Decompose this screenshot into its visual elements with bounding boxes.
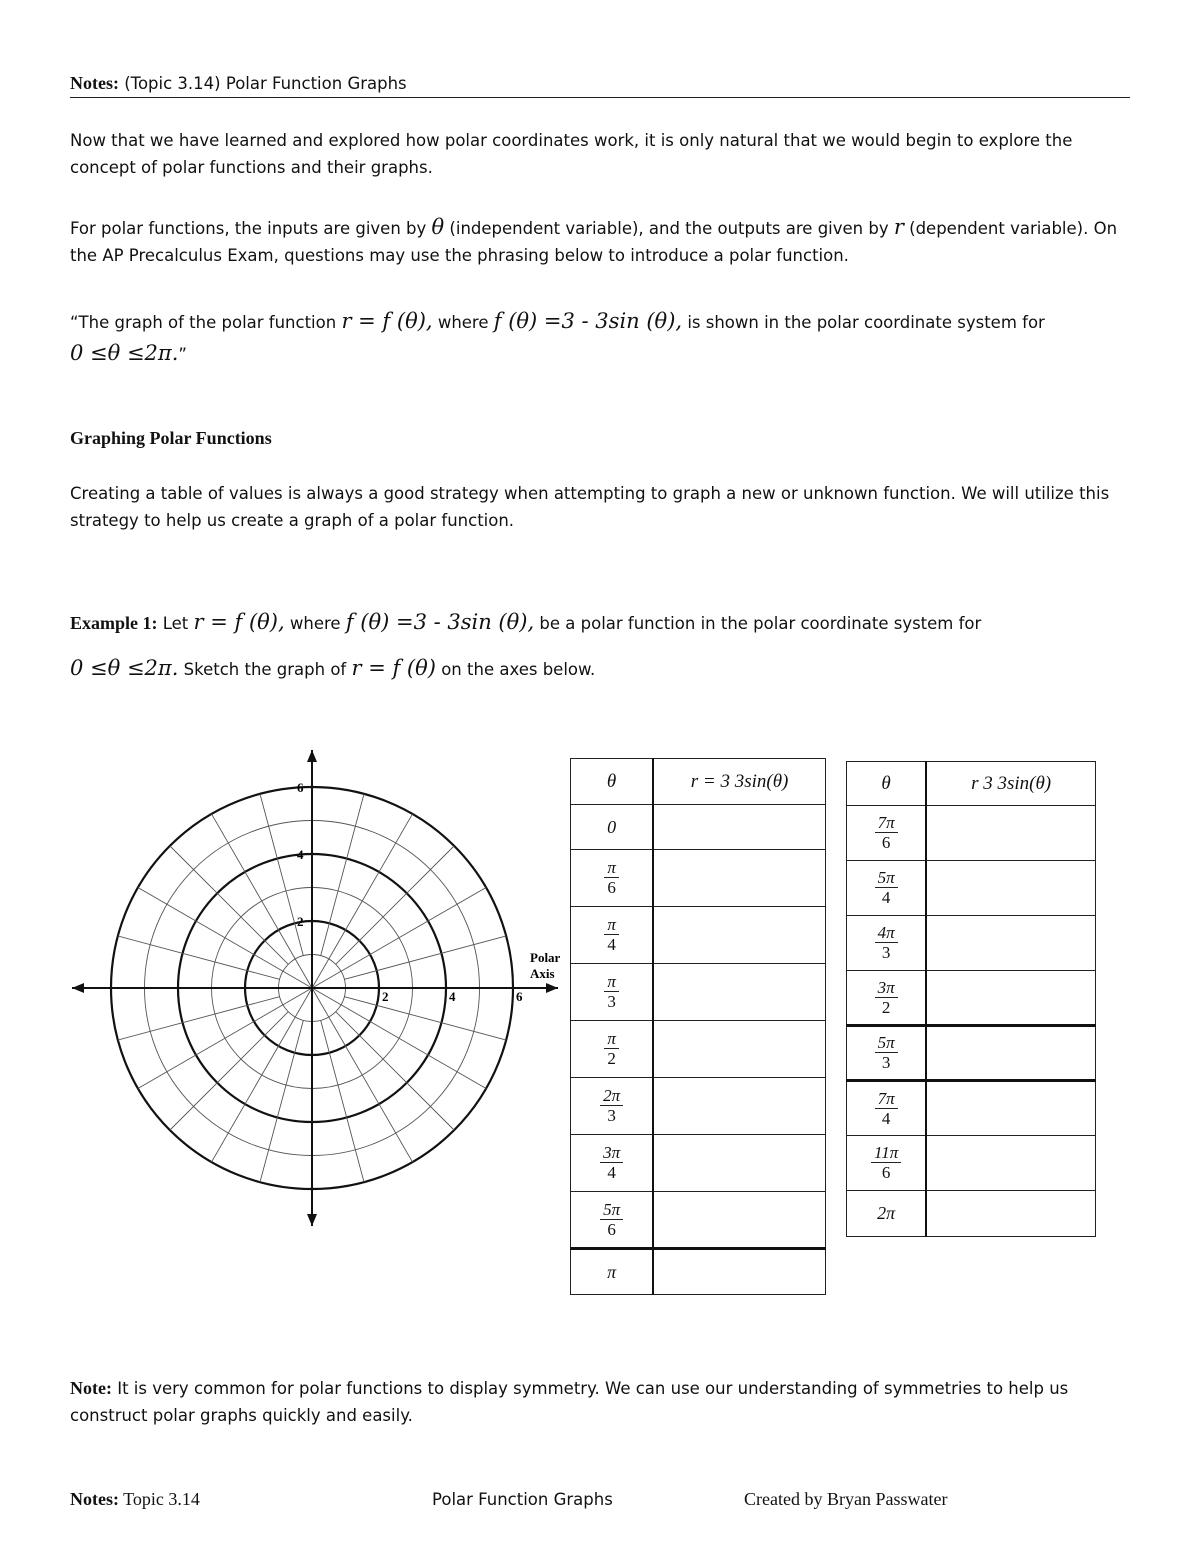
theta-cell: $\frac{3\pi}{2}$ <box>847 971 927 1026</box>
values-table-1 <box>570 758 826 1295</box>
polar-spoke-105 <box>260 794 303 956</box>
r-symbol: r <box>893 215 904 239</box>
polar-axis-label-2: Axis <box>530 966 555 981</box>
r-value-cell[interactable] <box>653 1078 825 1135</box>
theta-cell: $\frac{7\pi}{6}$ <box>847 806 927 861</box>
polar-spoke-300 <box>312 988 413 1162</box>
polar-spoke-45 <box>336 846 454 964</box>
table-row <box>847 916 1096 971</box>
theta-cell: $\frac{11\pi}{6}$ <box>847 1136 927 1191</box>
polar-spoke-120 <box>212 814 313 988</box>
theta-cell: $\frac{5\pi}{3}$ <box>847 1026 927 1081</box>
polar-spoke-210 <box>138 988 312 1089</box>
theta-cell: $\frac{\pi}{3}$ <box>571 964 654 1021</box>
polar-spoke-345 <box>344 997 506 1040</box>
intro-paragraph: Now that we have learned and explored how polar coordinates work, it is only natural that we would begin to explore the concept of polar functions and their graphs. <box>70 131 1073 177</box>
inputs-paragraph: For polar functions, the inputs are given by θ (independent variable), and the outputs are given by r (dependent variable). On the AP Precalculus Exam, questions may use the phrasing below to introduce a polar function. <box>70 215 1118 265</box>
table-row <box>571 805 826 850</box>
polar-spoke-255 <box>260 1020 303 1182</box>
tick-label-y-6: 6 <box>297 780 304 795</box>
right-arrow <box>546 983 558 993</box>
table-row <box>571 1021 826 1078</box>
footer-topic: Notes: Topic 3.14 <box>70 1489 200 1509</box>
r-value-cell[interactable] <box>926 861 1095 916</box>
theta-cell: $\frac{2\pi}{3}$ <box>571 1078 654 1135</box>
theta-symbol: θ <box>431 215 445 239</box>
header-divider <box>70 97 1130 98</box>
tick-label-x-6: 6 <box>516 989 523 1004</box>
notes-label: Notes: <box>70 73 119 93</box>
theta-cell: $\frac{\pi}{6}$ <box>571 850 654 907</box>
table-row <box>571 1135 826 1192</box>
table-row <box>847 1136 1096 1191</box>
theta-cell: π <box>571 1249 654 1295</box>
table-row <box>847 1026 1096 1081</box>
polar-spoke-195 <box>118 997 280 1040</box>
footer-title: Polar Function Graphs <box>432 1490 613 1509</box>
table2-header-1: r 3 3sin(θ) <box>926 762 1095 806</box>
header-title: (Topic 3.14) Polar Function Graphs <box>118 74 407 93</box>
polar-spoke-285 <box>321 1020 364 1182</box>
r-value-cell[interactable] <box>926 971 1095 1026</box>
polar-spoke-240 <box>212 988 313 1162</box>
table-row <box>571 1249 826 1295</box>
r-value-cell[interactable] <box>926 1026 1095 1081</box>
polar-axis-label-1: Polar <box>530 950 561 965</box>
polar-spoke-165 <box>118 936 280 979</box>
theta-cell: $\frac{5\pi}{4}$ <box>847 861 927 916</box>
table2-header-0: θ <box>847 762 927 806</box>
symmetry-note: Note: It is very common for polar functions to display symmetry. We can use our understanding of symmetries to help us construct polar graphs quickly and easily. <box>70 1378 1069 1425</box>
tick-label-x-2: 2 <box>382 989 389 1004</box>
table1-header-1: r = 3 3sin(θ) <box>653 759 825 805</box>
r-value-cell[interactable] <box>653 1135 825 1192</box>
tick-label-y-4: 4 <box>297 847 304 862</box>
left-arrow <box>72 983 84 993</box>
theta-cell: $\frac{4\pi}{3}$ <box>847 916 927 971</box>
theta-cell: $\frac{7\pi}{4}$ <box>847 1081 927 1136</box>
theta-cell: $\frac{5\pi}{6}$ <box>571 1192 654 1249</box>
quote-function: r = f (θ), <box>341 309 433 333</box>
r-value-cell[interactable] <box>653 964 825 1021</box>
example-1: Example 1: Let r = f (θ), where f (θ) =3 - 3sin (θ), be a polar function in the polar coordinate system for 0 ≤θ ≤2π. Sketch the graph of r = f (θ) on the axes below. <box>70 610 982 680</box>
down-arrow <box>307 1214 317 1226</box>
quote-definition: f (θ) =3 - 3sin (θ), <box>493 309 683 333</box>
polar-spoke-225 <box>170 1012 288 1130</box>
r-value-cell[interactable] <box>653 1021 825 1078</box>
tick-label-x-4: 4 <box>449 989 456 1004</box>
r-value-cell[interactable] <box>653 805 825 850</box>
theta-cell: $\frac{3\pi}{4}$ <box>571 1135 654 1192</box>
values-table-2 <box>846 761 1096 1237</box>
r-value-cell[interactable] <box>653 907 825 964</box>
polar-spoke-30 <box>312 888 486 989</box>
r-value-cell[interactable] <box>926 916 1095 971</box>
theta-cell: $\frac{\pi}{2}$ <box>571 1021 654 1078</box>
polar-spoke-330 <box>312 988 486 1089</box>
r-value-cell[interactable] <box>926 1136 1095 1191</box>
polar-spoke-75 <box>321 794 364 956</box>
example-label: Example 1: <box>70 613 158 633</box>
table-row <box>571 850 826 907</box>
example-function: r = f (θ), <box>193 610 285 634</box>
polar-spoke-60 <box>312 814 413 988</box>
table-row <box>571 964 826 1021</box>
strategy-paragraph: Creating a table of values is always a good strategy when attempting to graph a new or unknown function. We will utilize this strategy to help us create a graph of a polar function. <box>70 484 1110 530</box>
tick-label-y-2: 2 <box>297 914 304 929</box>
table1-header-0: θ <box>571 759 654 805</box>
table-row <box>847 1081 1096 1136</box>
note-label: Note: <box>70 1378 112 1398</box>
table-row <box>847 971 1096 1026</box>
table-row <box>847 1191 1096 1237</box>
polar-spoke-150 <box>138 888 312 989</box>
theta-cell: 2π <box>847 1191 927 1237</box>
table-row <box>571 1192 826 1249</box>
polar-spoke-15 <box>344 936 506 979</box>
example-definition: f (θ) =3 - 3sin (θ), <box>345 610 535 634</box>
r-value-cell[interactable] <box>653 1249 825 1295</box>
example-domain: 0 ≤θ ≤2π. <box>70 656 179 680</box>
example-function-2: r = f (θ) <box>351 656 436 680</box>
polar-grid-chart[interactable] <box>60 740 570 1240</box>
r-value-cell[interactable] <box>653 1192 825 1249</box>
r-value-cell[interactable] <box>926 1081 1095 1136</box>
polar-spoke-315 <box>336 1012 454 1130</box>
quote-domain: 0 ≤θ ≤2π. <box>70 341 179 365</box>
table-row <box>571 1078 826 1135</box>
table-row <box>571 907 826 964</box>
table-row <box>847 806 1096 861</box>
theta-cell: $\frac{\pi}{4}$ <box>571 907 654 964</box>
r-value-cell[interactable] <box>926 1191 1095 1237</box>
table-row <box>847 861 1096 916</box>
up-arrow <box>307 750 317 762</box>
theta-cell: 0 <box>571 805 654 850</box>
ap-quote: “The graph of the polar function r = f (θ), where f (θ) =3 - 3sin (θ), is shown in the polar coordinate system for 0 ≤θ ≤2π.” <box>70 309 1045 365</box>
footer-author: Created by Bryan Passwater <box>744 1489 948 1509</box>
page-header <box>70 70 407 97</box>
section-heading: Graphing Polar Functions <box>70 428 272 448</box>
r-value-cell[interactable] <box>653 850 825 907</box>
r-value-cell[interactable] <box>926 806 1095 861</box>
polar-spoke-135 <box>170 846 288 964</box>
